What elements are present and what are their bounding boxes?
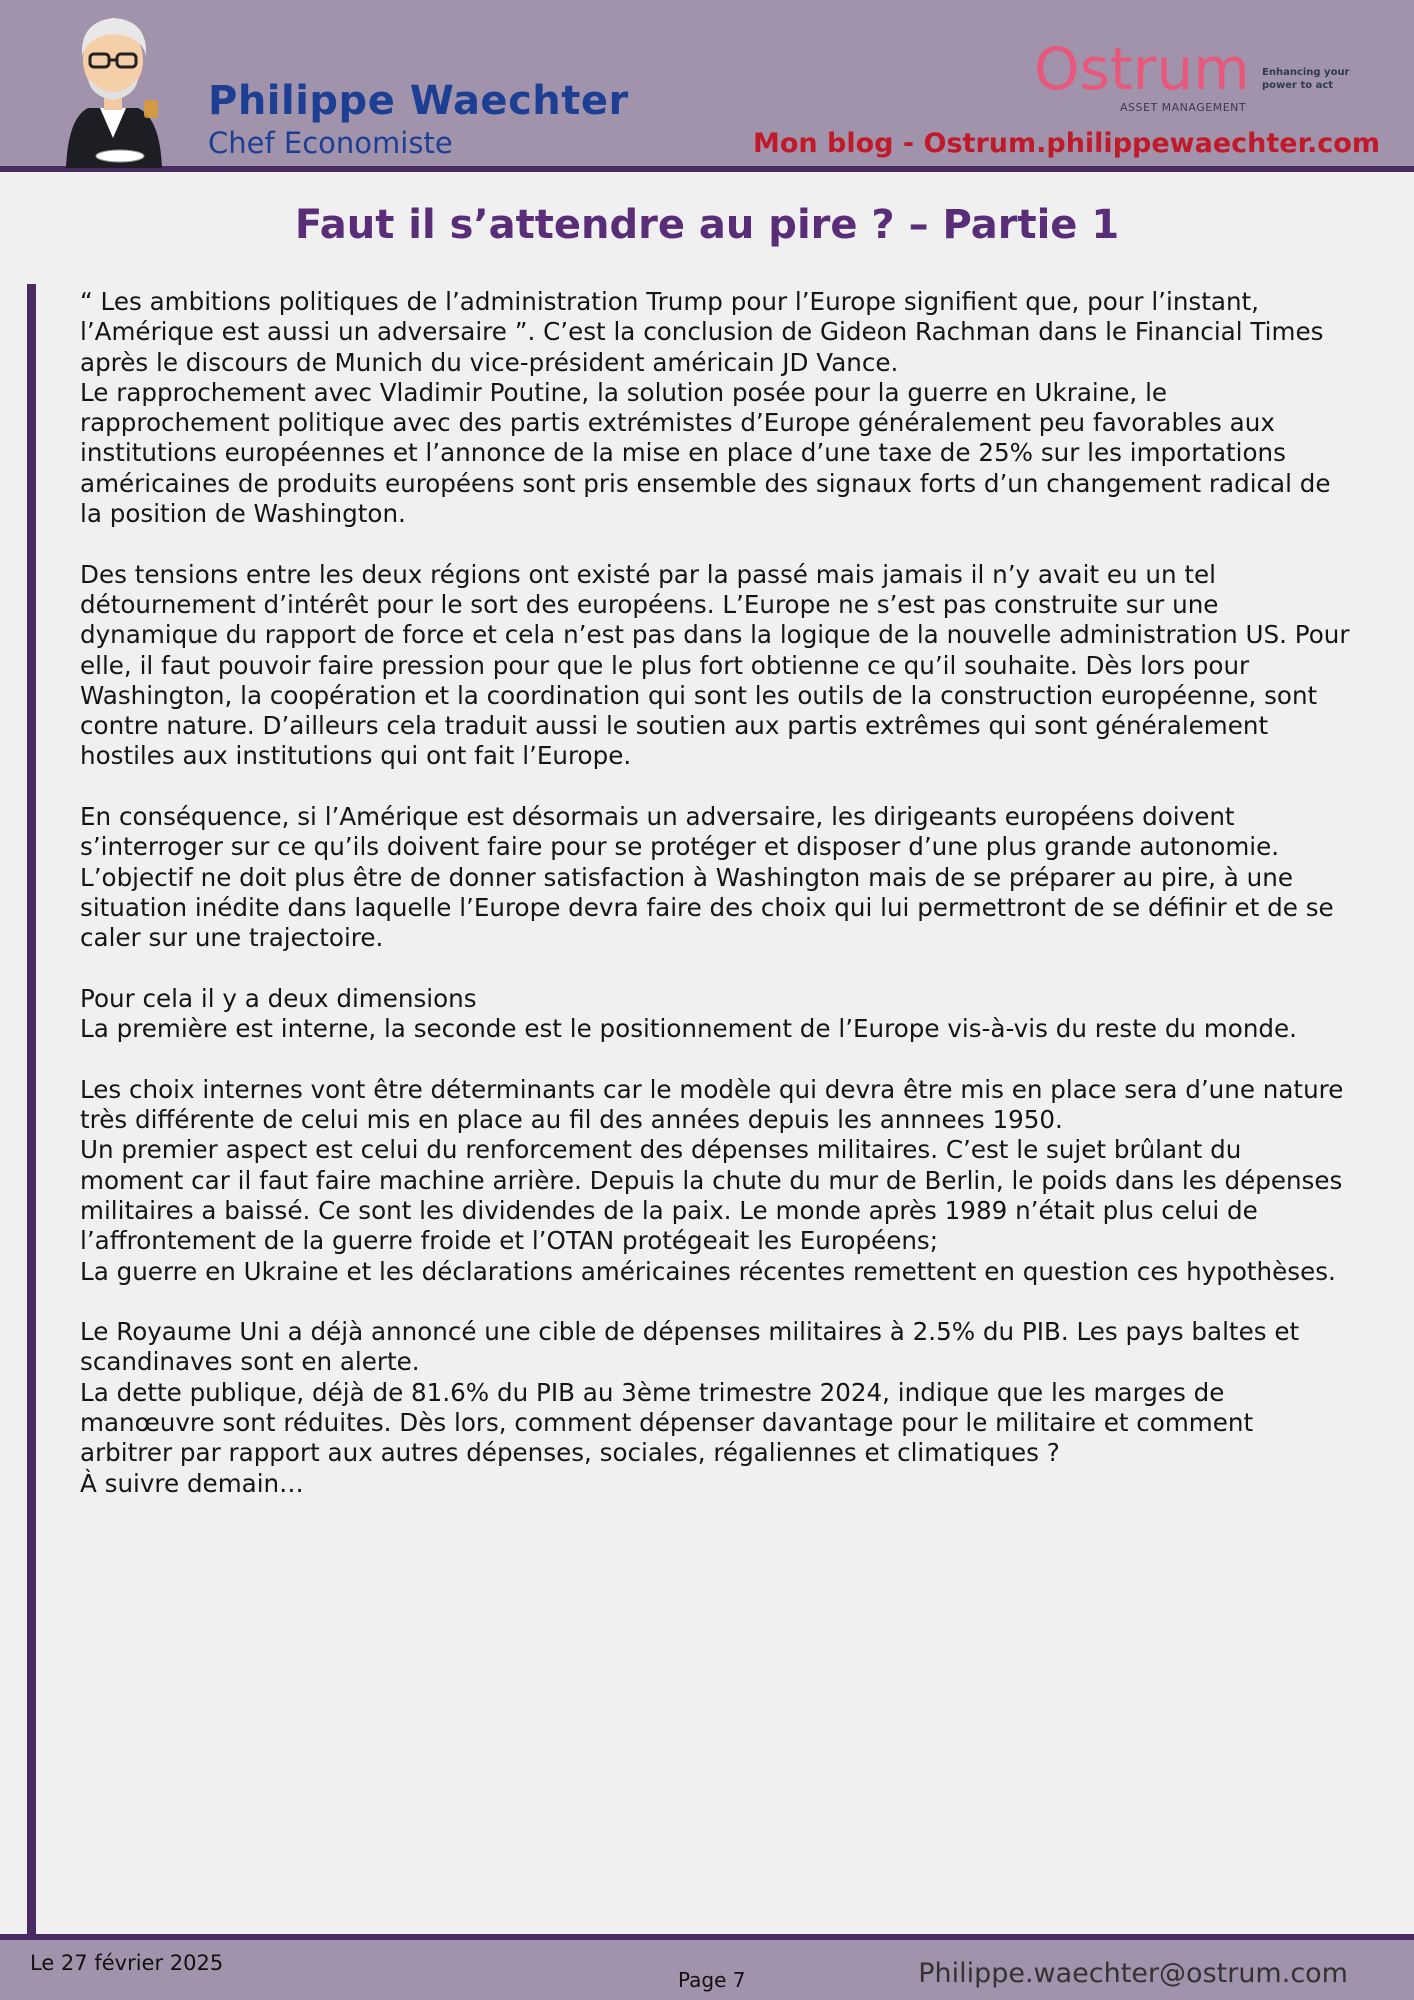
page-footer (0, 1934, 1414, 2000)
article-paragraph: Pour cela il y a deux dimensions La première est interne, la seconde est le positionnement de l’Europe vis-à-vis du reste du monde. (80, 983, 1297, 1044)
footer-email[interactable]: Philippe.waechter@ostrum.com (918, 1958, 1348, 1989)
page-number: Page 7 (678, 1968, 746, 1992)
article-body (80, 287, 1350, 1529)
article-paragraph: En conséquence, si l’Amérique est désormais un adversaire, les dirigeants européens doivent s’interroger sur ce qu’ils doivent faire pour se protéger et disposer d’une plus grande autonomie. L’objectif ne doit plus être de donner satisfaction à Washington mais de se préparer au pire, à une situation inédite dans laquelle l’Europe devra faire des choix qui lui permettront de se définir et de se caler sur une trajectoire. (80, 802, 1334, 953)
ostrum-logo: Ostrum (1034, 35, 1250, 103)
article-paragraph: “ Les ambitions politiques de l’administration Trump pour l’Europe signifient que, pour l’instant, l’Amérique est aussi un adversaire ”. C’est la conclusion de Gideon Rachman dans le Financial Times après le discours de Munich du vice-président américain JD Vance. Le rapprochement avec Vladimir Poutine, la solution posée pour la guerre en Ukraine, le rapprochement politique avec des partis extrémistes d’Europe généralement peu favorables aux institutions européennes et l’annonce de la mise en place d’une taxe de 25% sur les importations américaines de produits européens sont pris ensemble des signaux forts d’un changement radical de la position de Washington. (80, 287, 1331, 529)
document-title: Faut il s’attendre au pire ? – Partie 1 (294, 202, 1120, 248)
author-avatar (58, 8, 168, 168)
author-role: Chef Economiste (208, 126, 453, 160)
footer-date: Le 27 février 2025 (30, 1951, 224, 1975)
page-header (0, 0, 1414, 172)
ostrum-logo-subtitle: ASSET MANAGEMENT (1120, 101, 1247, 114)
article-paragraph: Le Royaume Uni a déjà annoncé une cible de dépenses militaires à 2.5% du PIB. Les pays baltes et scandinaves sont en alerte. La dette publique, déjà de 81.6% du PIB au 3ème trimestre 2024, indique que les marges de manœuvre sont réduites. Dès lors, comment dépenser davantage pour le militaire et comment arbitrer par rapport aux autres dépenses, sociales, régaliennes et climatiques ? À suivre demain… (80, 1317, 1300, 1498)
blog-link[interactable]: Mon blog - Ostrum.philippewaechter.com (753, 128, 1380, 159)
article-paragraph: Les choix internes vont être déterminants car le modèle qui devra être mis en place sera d’une nature très différente de celui mis en place au fil des années depuis les annnees 1950. Un premier aspect est celui du renforcement des dépenses militaires. C’est le sujet brûlant du moment car il faut faire machine arrière. Depuis la chute du mur de Berlin, le poids dans les dépenses militaires a baissé. Ce sont les dividendes de la paix. Le monde après 1989 n’était plus celui de l’affrontement de la guerre froide et l’OTAN protégeait les Européens; La guerre en Ukraine et les déclarations américaines récentes remettent en question ces hypothèses. (80, 1074, 1344, 1286)
article-paragraph: Des tensions entre les deux régions ont existé par la passé mais jamais il n’y avait eu un tel détournement d’intérêt pour le sort des européens. L’Europe ne s’est pas construite sur une dynamique du rapport de force et cela n’est pas dans la logique de la nouvelle administration US. Pour elle, il faut pouvoir faire pression pour que le plus fort obtienne ce qu’il souhaite. Dès lors pour Washington, la coopération et la coordination qui sont les outils de la construction européenne, sont contre nature. D’ailleurs cela traduit aussi le soutien aux partis extrêmes qui sont généralement hostiles aux institutions qui ont fait l’Europe. (80, 559, 1350, 771)
side-rule (27, 284, 36, 1944)
ostrum-logo-tagline: Enhancing your power to act (1262, 67, 1350, 91)
author-name: Philippe Waechter (208, 78, 629, 124)
